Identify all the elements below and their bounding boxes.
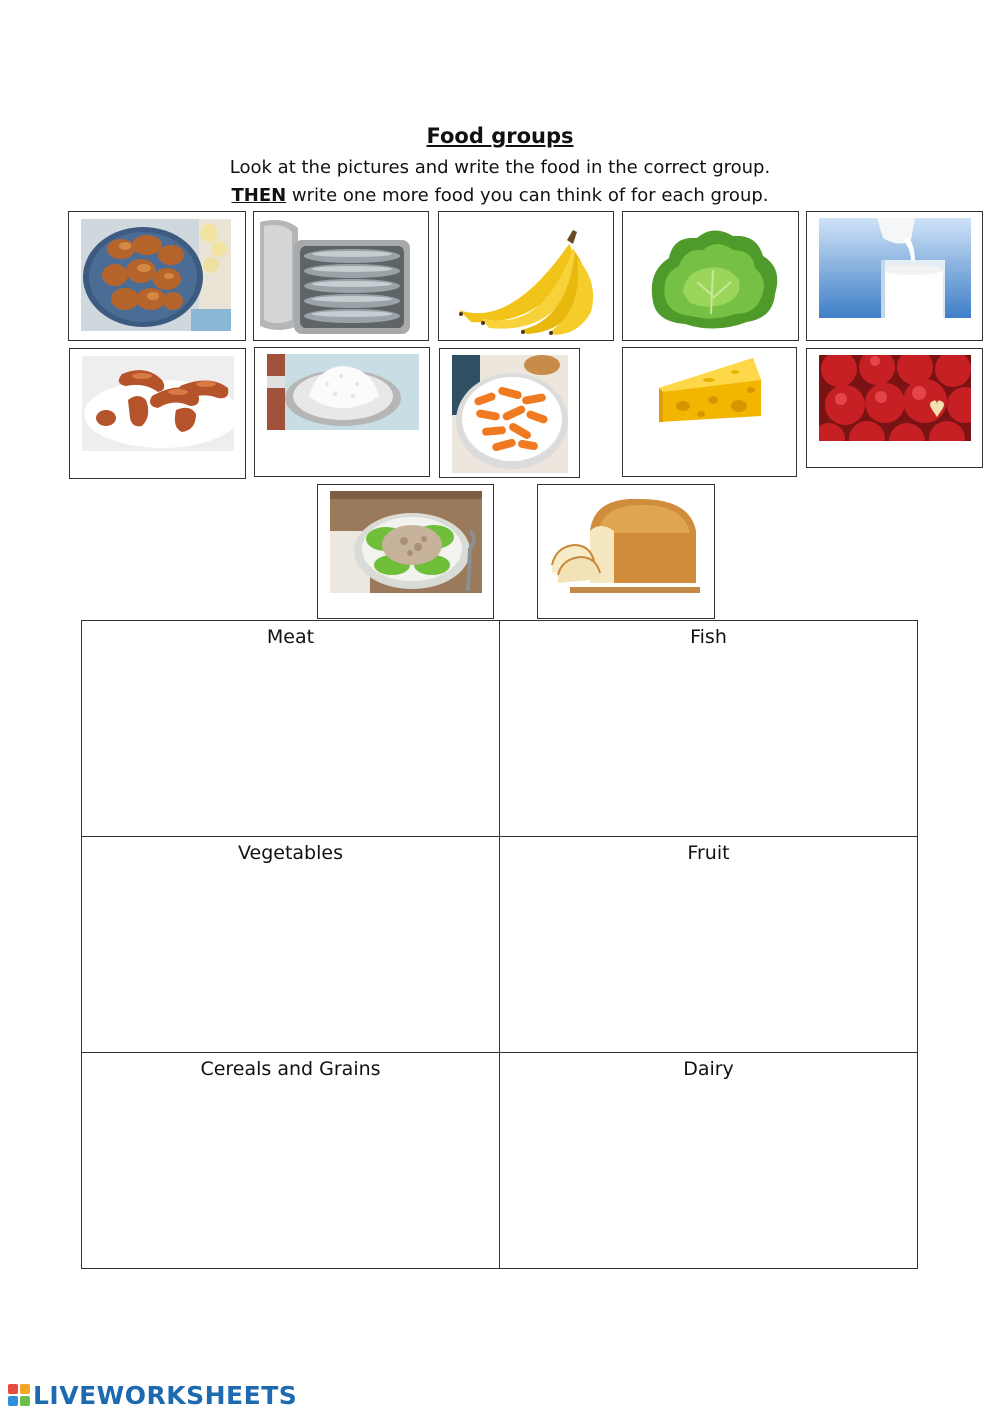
- group-label-fish: Fish: [690, 626, 727, 648]
- instruction-line-2-rest: write one more food you can think of for each group.: [286, 185, 769, 206]
- picture-card-apples[interactable]: [806, 348, 983, 468]
- sardines-can-icon: [254, 216, 414, 338]
- picture-card-milk[interactable]: [806, 211, 983, 341]
- milk-icon: [819, 218, 971, 318]
- bananas-icon: [451, 222, 603, 336]
- picture-card-sausages[interactable]: [69, 348, 246, 479]
- picture-card-rice[interactable]: [254, 347, 430, 477]
- picture-card-sardines[interactable]: [253, 211, 429, 341]
- picture-card-cheese[interactable]: [622, 347, 797, 477]
- instruction-line-1: Look at the pictures and write the food in the correct group.: [229, 157, 771, 178]
- group-label-meat: Meat: [266, 626, 315, 648]
- picture-card-fried-chicken[interactable]: [68, 211, 246, 341]
- picture-card-carrots[interactable]: [439, 348, 580, 478]
- logo-square-3: [8, 1396, 18, 1406]
- picture-card-bread[interactable]: [537, 484, 715, 619]
- then-emphasis: THEN: [231, 185, 287, 206]
- lettuce-icon: [643, 222, 783, 332]
- logo-square-1: [8, 1384, 18, 1394]
- food-groups-table: [81, 620, 918, 1269]
- group-box-vegetables[interactable]: [82, 837, 500, 1053]
- liveworksheets-logo-icon: [8, 1384, 30, 1406]
- fried-chicken-icon: [81, 219, 231, 331]
- picture-card-bananas[interactable]: [438, 211, 614, 341]
- group-label-cereals: Cereals and Grains: [200, 1058, 381, 1080]
- cheese-icon: [653, 352, 767, 428]
- picture-card-tuna-salad[interactable]: [317, 484, 494, 619]
- liveworksheets-logo[interactable]: [8, 1381, 297, 1409]
- group-label-fruit: Fruit: [687, 842, 730, 864]
- sausages-icon: [82, 356, 234, 451]
- apples-icon: [819, 355, 971, 441]
- group-box-dairy[interactable]: [500, 1053, 918, 1269]
- page-title: Food groups: [426, 124, 574, 148]
- logo-square-2: [20, 1384, 30, 1394]
- group-box-cereals[interactable]: [82, 1053, 500, 1269]
- logo-square-4: [20, 1396, 30, 1406]
- group-box-meat[interactable]: [82, 621, 500, 837]
- group-box-fish[interactable]: [500, 621, 918, 837]
- instruction-line-2: [0, 185, 1000, 206]
- group-label-vegetables: Vegetables: [238, 842, 343, 864]
- carrots-icon: [452, 355, 568, 473]
- bread-loaf-icon: [550, 491, 702, 593]
- tuna-salad-icon: [330, 491, 482, 593]
- group-box-fruit[interactable]: [500, 837, 918, 1053]
- liveworksheets-logo-text: LIVEWORKSHEETS: [33, 1380, 298, 1410]
- picture-card-lettuce[interactable]: [622, 211, 799, 341]
- group-label-dairy: Dairy: [683, 1058, 734, 1080]
- rice-bowl-icon: [267, 354, 419, 430]
